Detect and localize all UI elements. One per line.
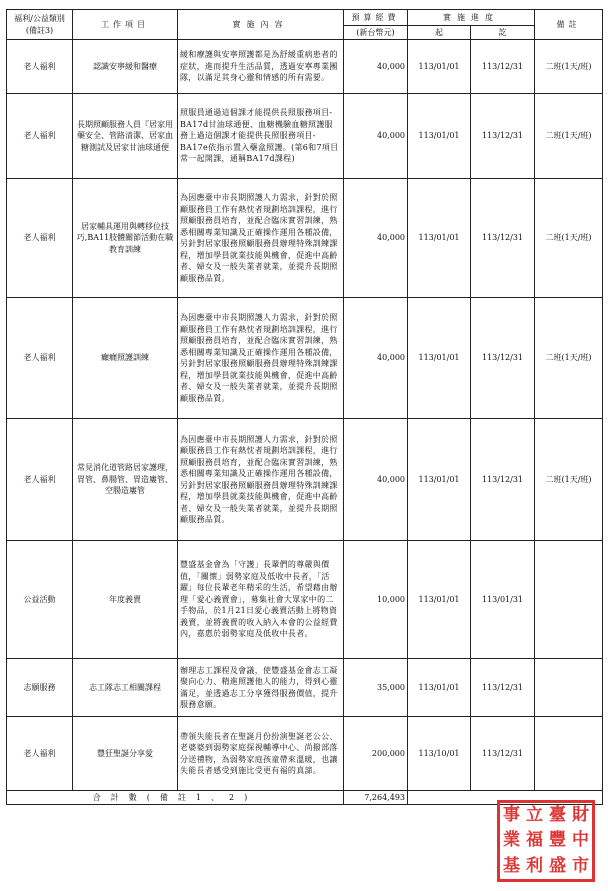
- row-item: 癲癇照護訓練: [73, 298, 178, 419]
- table-row: [7, 94, 603, 179]
- total-label: 合計數(備註1、2): [7, 791, 344, 805]
- row-start: 113/10/01: [408, 717, 471, 791]
- header-progress: 實施進度: [408, 10, 535, 26]
- row-category: 老人福利: [7, 717, 73, 791]
- row-end: 113/01/31: [471, 541, 535, 659]
- row-start: 113/01/01: [408, 659, 471, 717]
- seal-character: 利: [526, 855, 543, 876]
- row-note: [535, 659, 603, 717]
- row-note: [535, 717, 603, 791]
- seal-character: 基: [503, 855, 520, 876]
- row-start: 113/01/01: [408, 298, 471, 419]
- table-row: [7, 40, 603, 94]
- row-budget: 40,000: [344, 40, 408, 94]
- table-row: [7, 659, 603, 717]
- seal-character: 市: [572, 855, 589, 876]
- row-start: 113/01/01: [408, 179, 471, 298]
- row-note: 二班(1天/班): [535, 40, 603, 94]
- row-start: 113/01/01: [408, 419, 471, 541]
- row-item: 居家輔具運用與轉移位技巧,BA11肢體關節活動在職教育訓練: [73, 179, 178, 298]
- row-note: 二班(1天/班): [535, 298, 603, 419]
- row-item: 認識安寧緩和醫療: [73, 40, 178, 94]
- row-content: 帶領失能長者在聖誕月份扮演聖誕老公公、老婆婆到弱勢家庭探視輔導中心、尚撥部落分送禮物，為弱勢家庭孩童帶來溫暖，也讓失能長者感受到施比受更有福的真諦。: [178, 717, 344, 791]
- row-end: 113/12/31: [471, 40, 535, 94]
- seal-character: 臺: [549, 805, 566, 825]
- row-end: 113/12/31: [471, 717, 535, 791]
- row-category: 老人福利: [7, 298, 73, 419]
- header-budget-unit: (新台幣元): [344, 26, 408, 40]
- row-item: 長期照顧服務人員『居家用藥安全、管路清潔、居家血糖測試及居家甘油球通便: [73, 94, 178, 179]
- row-note: 二班(1天/班): [535, 179, 603, 298]
- row-category: 老人福利: [7, 419, 73, 541]
- table-row: [7, 717, 603, 791]
- seal-character: 事: [503, 805, 520, 825]
- header-category: 福利/公益類別(備註3): [7, 10, 73, 40]
- row-category: 老人福利: [7, 179, 73, 298]
- budget-table: [6, 9, 603, 805]
- row-budget: 40,000: [344, 419, 408, 541]
- row-note: [535, 541, 603, 659]
- row-item: 年度義賣: [73, 541, 178, 659]
- seal-character: 財: [572, 805, 589, 825]
- header-start: 起: [408, 26, 471, 40]
- row-start: 113/01/01: [408, 40, 471, 94]
- row-content: 照服員通過這個課才能提供長照服務項目-BA17d甘油球通便、血糖機驗血糖照護服務上過這個課才能提供長照服務項目-BA17e依指示置入藥盒照護。(第6和7項目常一起開課，通稱BA17d課程): [178, 94, 344, 179]
- row-content: 豐盛基金會為「守護」長輩們的尊嚴與價值，「關懷」弱勢家庭及低收中長者，「活躍」每位長輩老年精采的生活，希望藉由辦理「愛心義賣會」，募集社會大眾家中的二手物品，於1月21日愛心義賣活動上將物資義賣，並將義賣的收入納入本會的公益經費內，嘉惠於弱勢家庭及低收中長者。: [178, 541, 344, 659]
- table-row: [7, 419, 603, 541]
- header-budget: 預算經費: [344, 10, 408, 26]
- row-end: 113/12/31: [471, 94, 535, 179]
- seal-character: 盛: [549, 855, 566, 876]
- row-budget: 40,000: [344, 179, 408, 298]
- row-budget: 200,000: [344, 717, 408, 791]
- organization-seal: [497, 800, 595, 882]
- row-item: 豐狂聖誕分享愛: [73, 717, 178, 791]
- seal-character: 立: [526, 805, 543, 825]
- row-category: 公益活動: [7, 541, 73, 659]
- total-amount: 7,264,493: [344, 791, 408, 805]
- row-content: 為因應臺中市長期照護人力需求，針對於照顧服務員工作有熱忱者規劃培訓課程，進行照顧服務員培育，並配合臨床實習訓練，熟悉相關專業知識及正確操作運用各種設備，另針對居家服務照顧服務員辦理特殊訓練課程，增加學員就業技能與機會，促進中高齡者、婦女及一般失業者就業，並提升長期照顧服務品質。: [178, 419, 344, 541]
- row-end: 113/12/31: [471, 298, 535, 419]
- row-content: 緩和療護與安寧照護都是為舒緩重病患者的症狀，進而提升生活品質，透過安寧專業團隊，以滿足其身心靈和情感的所有需要。: [178, 40, 344, 94]
- header-item: 工作項目: [73, 10, 178, 40]
- row-end: 113/12/31: [471, 419, 535, 541]
- seal-character: 中: [572, 830, 589, 851]
- row-item: 志工隊志工相關課程: [73, 659, 178, 717]
- row-content: 為因應臺中市長期照護人力需求，針對於照顧服務員工作有熱忱者規劃培訓課程，進行照顧服務員培育，並配合臨床實習訓練，熟悉相關專業知識及正確操作運用各種設備，另針對居家服務照顧服務員辦理特殊訓練課程，增加學員就業技能與機會，促進中高齡者、婦女及一般失業者就業，並提升長期照顧服務品質。: [178, 179, 344, 298]
- table-row: [7, 179, 603, 298]
- seal-character: 豐: [549, 830, 566, 851]
- row-budget: 40,000: [344, 94, 408, 179]
- row-category: 老人福利: [7, 94, 73, 179]
- row-item: 常見消化道管路居家護理，胃管、鼻腸管、胃造廔管、空腸造廔管: [73, 419, 178, 541]
- row-start: 113/01/01: [408, 541, 471, 659]
- row-category: 志願服務: [7, 659, 73, 717]
- seal-character: 業: [503, 830, 520, 851]
- row-content: 為因應臺中市長期照護人力需求，針對於照顧服務員工作有熱忱者規劃培訓課程，進行照顧服務員培育，並配合臨床實習訓練，熟悉相關專業知識及正確操作運用各種設備，另針對居家服務照顧服務員辦理特殊訓練課程，增加學員就業技能與機會，促進中高齡者、婦女及一般失業者就業，並提升長期照顧服務品質。: [178, 298, 344, 419]
- row-note: 二班(1天/班): [535, 94, 603, 179]
- table-row: [7, 541, 603, 659]
- header-content: 實施內容: [178, 10, 344, 40]
- row-start: 113/01/01: [408, 94, 471, 179]
- seal-character: 福: [526, 830, 543, 851]
- row-content: 辦理志工課程及會議，使豐盛基金會志工凝聚向心力、精進照護他人的能力，得到心靈滿足，並透過志工分享獲得服務價值，提升服務意願。: [178, 659, 344, 717]
- header-end: 訖: [471, 26, 535, 40]
- header-note: 備註: [535, 10, 603, 40]
- row-category: 老人福利: [7, 40, 73, 94]
- row-budget: 40,000: [344, 298, 408, 419]
- row-budget: 10,000: [344, 541, 408, 659]
- row-end: 113/12/31: [471, 179, 535, 298]
- table-row: [7, 298, 603, 419]
- row-budget: 35,000: [344, 659, 408, 717]
- row-end: 113/12/31: [471, 659, 535, 717]
- row-note: 二班(1天/班): [535, 419, 603, 541]
